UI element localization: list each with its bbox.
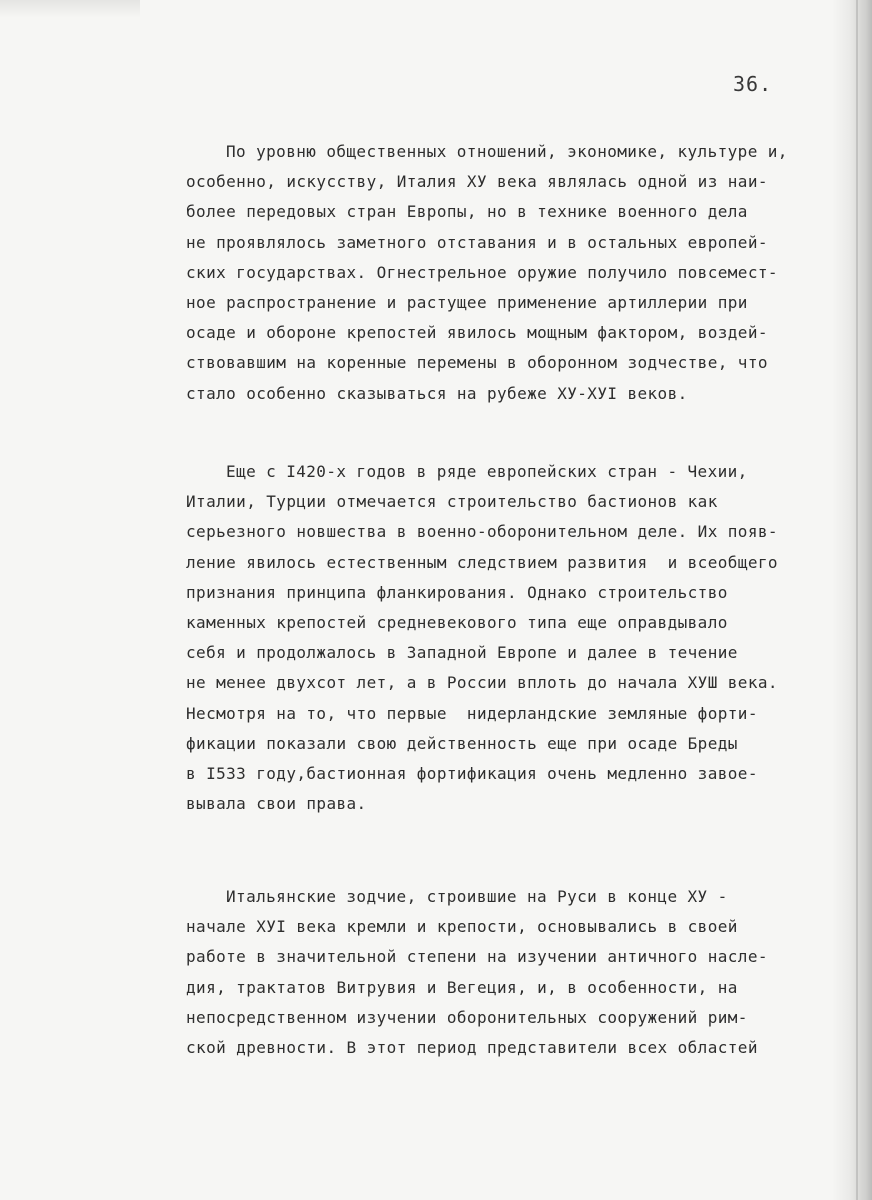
text-line: вывала свои права. <box>186 794 367 814</box>
page-number: 36. <box>733 72 773 96</box>
paragraph-1 <box>186 137 816 409</box>
text-line: Несмотря на то, что первые нидерландские земляные форти- <box>186 703 758 723</box>
text-line: ских государствах. Огнестрельное оружие получило повсемест- <box>186 262 778 282</box>
text-line: в I533 году,бастионная фортификация очень медленно завое- <box>186 764 758 784</box>
scan-top-mark <box>0 0 140 18</box>
text-line: фикации показали свою действенность еще при осаде Бреды <box>186 733 738 753</box>
text-line: признания принципа фланкирования. Однако строительство <box>186 582 728 602</box>
text-line: особенно, искусству, Италия ХУ века являлась одной из наи- <box>186 172 768 192</box>
paragraph-3 <box>186 882 816 1063</box>
paragraph-2 <box>186 457 816 819</box>
text-line: дия, трактатов Витрувия и Вегеция, и, в особенности, на <box>186 977 738 997</box>
text-line: начале ХУI века кремли и крепости, основывались в своей <box>186 917 738 937</box>
text-line: Италии, Турции отмечается строительство бастионов как <box>186 492 718 512</box>
text-line: непосредственном изучении оборонительных сооружений рим- <box>186 1007 748 1027</box>
scan-edge-shadow <box>832 0 872 1200</box>
text-line: Итальянские зодчие, строившие на Руси в конце ХУ - <box>226 887 728 906</box>
text-line: каменных крепостей средневекового типа еще оправдывало <box>186 613 728 633</box>
text-line: По уровню общественных отношений, экономике, культуре и, <box>226 142 788 161</box>
text-line: более передовых стран Европы, но в технике военного дела <box>186 202 748 222</box>
scan-edge-line <box>856 0 858 1200</box>
text-line: ление явилось естественным следствием развития и всеобщего <box>186 552 778 572</box>
text-line: стало особенно сказываться на рубеже ХУ-ХУI веков. <box>186 383 688 403</box>
text-line: ствовавшим на коренные перемены в оборонном зодчестве, что <box>186 353 768 373</box>
text-line: не проявлялось заметного отставания и в остальных европей- <box>186 232 768 252</box>
text-line: Еще с I420-х годов в ряде европейских стран - Чехии, <box>226 462 748 481</box>
text-line: осаде и обороне крепостей явилось мощным фактором, воздей- <box>186 323 768 343</box>
text-line: ской древности. В этот период представители всех областей <box>186 1038 758 1058</box>
text-line: серьезного новшества в военно-оборонительном деле. Их появ- <box>186 522 778 542</box>
text-line: себя и продолжалось в Западной Европе и далее в течение <box>186 643 738 663</box>
text-line: работе в значительной степени на изучении античного насле- <box>186 947 768 967</box>
text-line: не менее двухсот лет, а в России вплоть до начала ХУШ века. <box>186 673 778 693</box>
text-line: ное распространение и растущее применение артиллерии при <box>186 293 748 313</box>
